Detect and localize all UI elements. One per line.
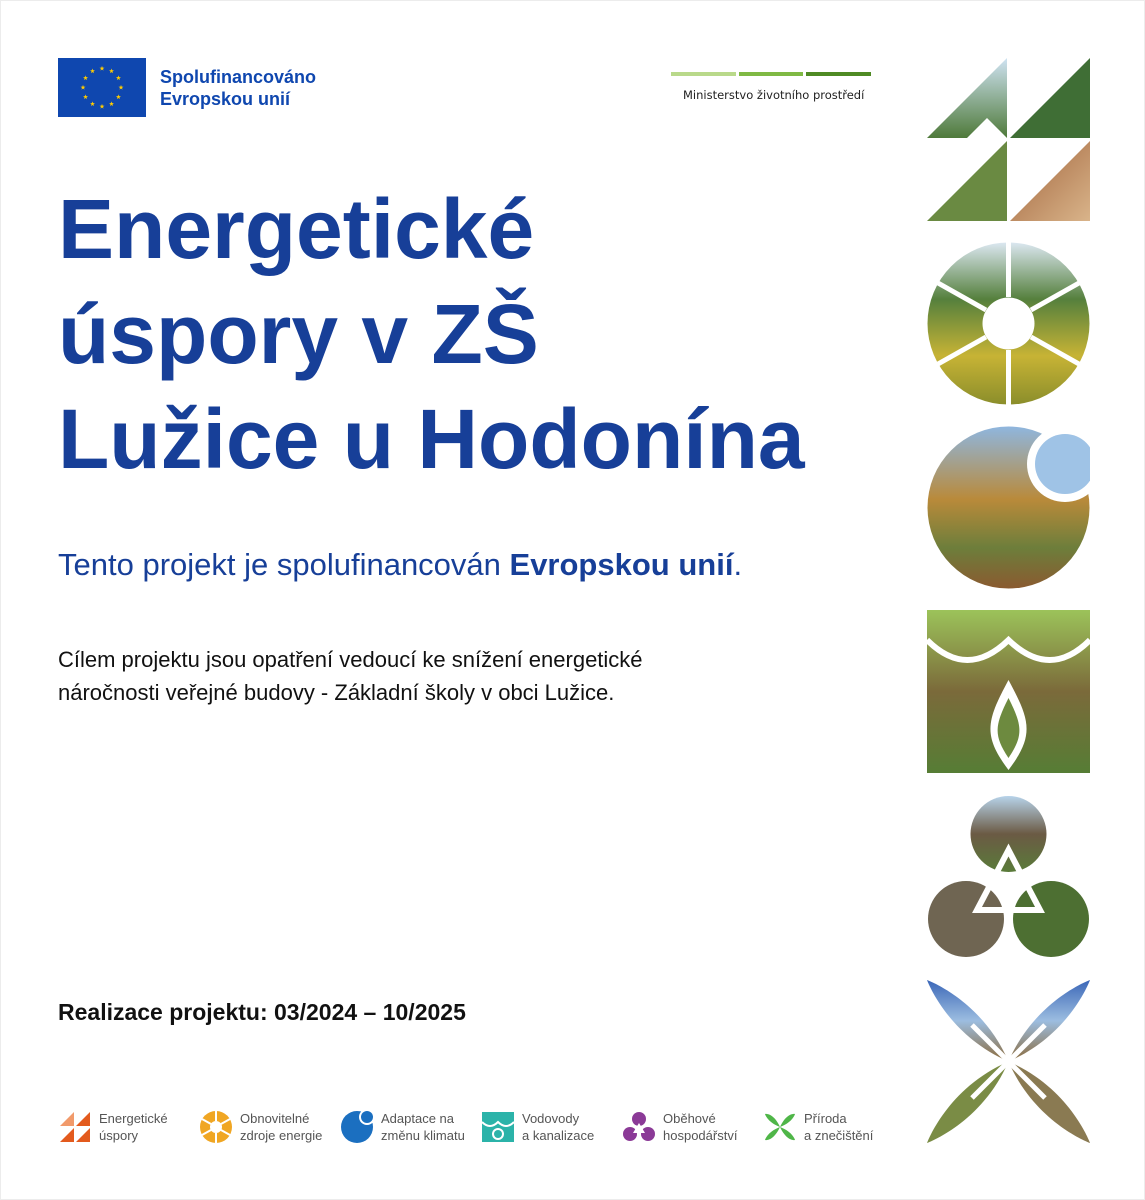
legend-nature-line2: a znečištění (804, 1128, 874, 1143)
ministry-name: Ministerstvo životního prostředí (683, 88, 865, 102)
circular-economy-icon (622, 1110, 656, 1144)
description-line-2: náročnosti veřejné budovy - Základní školy v obci Lužice. (58, 680, 615, 705)
ministry-bar-1 (671, 72, 736, 76)
legend-renewable-line1: Obnovitelné (240, 1111, 310, 1126)
legend-item-water (481, 1110, 622, 1144)
eu-logo-line2: Evropskou unií (160, 88, 291, 109)
theme-legend (58, 1110, 904, 1144)
title-line-3: Lužice u Hodonína (58, 392, 805, 486)
water-pattern-icon (927, 610, 1090, 773)
renewable-energy-icon (199, 1110, 233, 1144)
project-realization-period: Realizace projektu: 03/2024 – 10/2025 (58, 999, 466, 1025)
decorative-pattern-column (927, 58, 1090, 1148)
energy-pattern-icon (927, 58, 1090, 221)
title-line-2: úspory v ZŠ (58, 287, 539, 381)
water-sewerage-icon (481, 1110, 515, 1144)
climate-adaptation-icon (340, 1110, 374, 1144)
climate-pattern-icon (927, 426, 1090, 589)
legend-item-nature (763, 1110, 904, 1144)
project-description (58, 643, 818, 709)
legend-circular-line2: hospodářství (663, 1128, 738, 1143)
legend-item-circular (622, 1110, 763, 1144)
ministry-logo (671, 72, 871, 102)
circular-pattern-icon (927, 795, 1090, 958)
legend-item-renewable (199, 1110, 340, 1144)
legend-water-line2: a kanalizace (522, 1128, 595, 1143)
ministry-bar-3 (806, 72, 871, 76)
subtitle-bold: Evropskou unií (509, 547, 734, 582)
legend-circular-line1: Oběhové (663, 1111, 716, 1126)
legend-renewable-line2: zdroje energie (240, 1128, 323, 1143)
description-line-1: Cílem projektu jsou opatření vedoucí ke snížení energetické (58, 647, 643, 672)
ministry-color-bars (671, 72, 871, 76)
legend-nature-line1: Příroda (804, 1111, 847, 1126)
eu-logo-line1: Spolufinancováno (160, 66, 317, 87)
cofinancing-statement (58, 547, 742, 583)
legend-energy-line2: úspory (99, 1128, 139, 1143)
renewable-pattern-icon (927, 242, 1090, 405)
subtitle-suffix: . (733, 547, 743, 582)
eu-logo-text (160, 66, 316, 110)
legend-climate-line1: Adaptace na (381, 1111, 455, 1126)
energy-savings-icon (58, 1110, 92, 1144)
nature-pattern-icon (927, 980, 1090, 1143)
eu-cofinanced-logo (58, 58, 316, 117)
title-line-1: Energetické (58, 182, 535, 276)
legend-climate-line2: změnu klimatu (381, 1128, 465, 1143)
eu-flag-icon (58, 58, 146, 117)
ministry-bar-2 (739, 72, 804, 76)
legend-energy-line1: Energetické (99, 1111, 168, 1126)
subtitle-text: Tento projekt je spolufinancován (58, 547, 510, 582)
nature-pollution-icon (763, 1110, 797, 1144)
legend-water-line1: Vodovody (522, 1111, 580, 1126)
legend-item-climate (340, 1110, 481, 1144)
page-title (58, 177, 888, 492)
legend-item-energy (58, 1110, 199, 1144)
